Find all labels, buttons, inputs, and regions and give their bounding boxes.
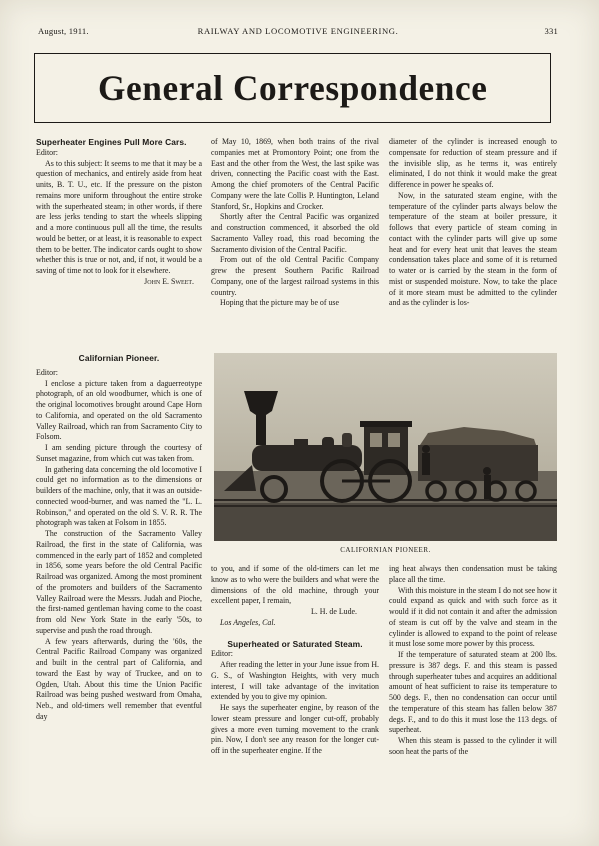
article-2-closing: to you, and if some of the old-timers can let me know as to who were the builders and what were the dimensions of the old machine, through your excellent paper, I remain, — [211, 564, 379, 606]
article-3-title: Superheated or Saturated Steam. — [227, 638, 363, 649]
column-2-bottom — [211, 564, 379, 757]
section-title: General Correspondence — [97, 68, 488, 108]
article-3-paragraph: ing heat always then condensation must be taking place all the time. — [389, 564, 557, 584]
column-3-bottom — [389, 564, 557, 758]
article-3-paragraph: When this steam is passed to the cylinder it will soon heat the parts of the — [389, 736, 557, 756]
article-3-paragraph: He says the superheater engine, by reason of the lower steam pressure and longer cut-off, probably gives a more even turning movement to the crank pin. Now, I don't see any reason for the longer cut-off in the superheater engine. If the — [211, 703, 379, 755]
article-3-paragraph: With this moisture in the steam I do not see how it could expand as quick and with such force as it would if it did not contain it and after the admission of steam is cut off by the valve and steam in the cylinder is allowed to expand to the point of release it must lose some more power by this process. — [389, 585, 558, 649]
article-2-paragraph: In gathering data concerning the old locomotive I could get no information as to the dimensions or builders of the machine, only, that it was an outside-connected wood-burner, and was named the "L. L. Robinson," and operated on the old S. V. R. R. The photograph was taken at Folsom in 1855. — [36, 464, 202, 528]
article-2-salutation: Editor: — [36, 367, 58, 377]
article-3-paragraph: Now, in the saturated steam engine, with the temperature of the cylinder parts always below the temperature of the steam at boiler pressure, it follows that every particle of steam coming in contact with the cylinder parts will give up some heat and for every heat unit that leaves the steam condensation takes place and some of it is returned to water or is carried by the steam in the form of mist or suspended moisture. Now, to take the place of it more steam must be admitted to the cylinder and as the cylinder is los- — [389, 190, 557, 308]
article-2-place: Los Angeles, Cal. — [220, 617, 276, 627]
journal-title: RAILWAY AND LOCOMOTIVE ENGINEERING. — [197, 26, 399, 36]
article-3-paragraph: diameter of the cylinder is increased enough to compensate for reduction of steam pressure and if the invisible slip, as he terms it, was entirely eliminated, I do not think it would make the great difference in power he speaks of. — [389, 137, 557, 189]
article-2-paragraph: Hoping that the picture may be of use — [220, 298, 339, 308]
article-2-paragraph: I enclose a picture taken from a daguerreotype photograph, of an old woodburner, which is one of the original locomotives brought around Cape Horn to California, and operated on the old Sacramento Valley Railroad, which ran from Sacramento City to Folsom. — [36, 378, 202, 442]
article-2-signature: L. H. de Lude. — [310, 607, 357, 616]
article-2-title: Californian Pioneer. — [78, 353, 160, 363]
article-3-salutation: Editor: — [211, 649, 233, 659]
article-2-paragraph: Shortly after the Central Pacific was organized and construction commenced, it absorbed the old Sacramento Valley road, this road becoming the Sacramento division of the Central Pacific. — [211, 212, 379, 254]
article-3-paragraph: If the temperature of saturated steam at 200 lbs. pressure is 387 degs. F. and this steam is passed through superheater tubes and acquires an additional amount of heat sufficient to raise its temperature to 500 degs. F., then no condensation can occur until the temperature of this steam has fallen below 387 degs. F., and to do this it must lose the 113 degs. of superheat. — [389, 650, 557, 735]
article-1-title: Superheater Engines Pull More Cars. — [36, 137, 187, 147]
locomotive-illustration — [214, 353, 557, 541]
photo-caption: CALIFORNIAN PIONEER. — [340, 546, 431, 554]
column-3-top — [389, 137, 557, 309]
running-header — [38, 26, 558, 40]
column-2-top — [211, 137, 379, 309]
locomotive-photo — [214, 353, 557, 541]
article-2-paragraph: The construction of the Sacramento Valley Railroad, the first in the state of California, was commenced in the early part of 1852 and completed in 1856, some years before the old Central Pacific Railroad was organized. Among the most prominent of the promoters and builders of the Sacramento Valley Railroad were the Messrs. Judah and Pioche, the first-named gentleman having come to the coast from old New York State in the early '50s, to supervise and push the road through. — [36, 529, 202, 635]
article-2-paragraph: A few years afterwards, during the '60s, the Central Pacific Railroad Company was organized and built in the central part of California, and toward the East by way of Truckee, and on to Ogden, Utah. About this time the Union Pacific Railroad was being pushed westward from Omaha, Neb., and old-timers well remember that eventful day — [36, 636, 202, 721]
column-1-bottom — [36, 353, 202, 723]
article-1-salutation: Editor: — [36, 147, 58, 157]
page-number: 331 — [544, 26, 558, 36]
article-1-signature: John E. Sweet. — [144, 276, 194, 286]
article-3-paragraph: After reading the letter in your June issue from H. G. S., of Washington Heights, with very much interest, I will take advantage of the invitation extended by you to give my opinion. — [211, 660, 379, 702]
section-banner — [34, 53, 551, 123]
issue-date: August, 1911. — [38, 26, 89, 36]
article-1-body: As to this subject: It seems to me that it may be a question of mechanics, and entirely aside from heat units, B. T. U., etc. If the pressure on the piston remains more uniform throughout the entire stroke with the superheated steam; in other words, if there are less jerks tending to start the wheels slipping and a more continuous pull all the time, the results would be better, or at least, it is reasonable to expect them to be better. The indicator cards ought to show whether this is true or not, and, if not, it would be a saving of time not to look for it elsewhere. — [36, 158, 202, 275]
column-1-top — [36, 137, 202, 288]
article-2-paragraph: of May 10, 1869, when both trains of the rival companies met at Promontory Point; one from the East and the other from the West, the last spike was driven, connecting the Pacific coast with the East. Among the chief promoters of the Central Pacific Company were the late Collis P. Huntington, Leland Stanford, Sr., Hopkins and Crocker. — [211, 137, 379, 211]
article-2-paragraph: I am sending picture through the courtesy of Sunset magazine, from which cut was taken from. — [36, 443, 202, 463]
article-2-paragraph: From out of the old Central Pacific Company grew the present Southern Pacific Railroad Company, one of the largest railroad systems in this country. — [211, 255, 379, 297]
